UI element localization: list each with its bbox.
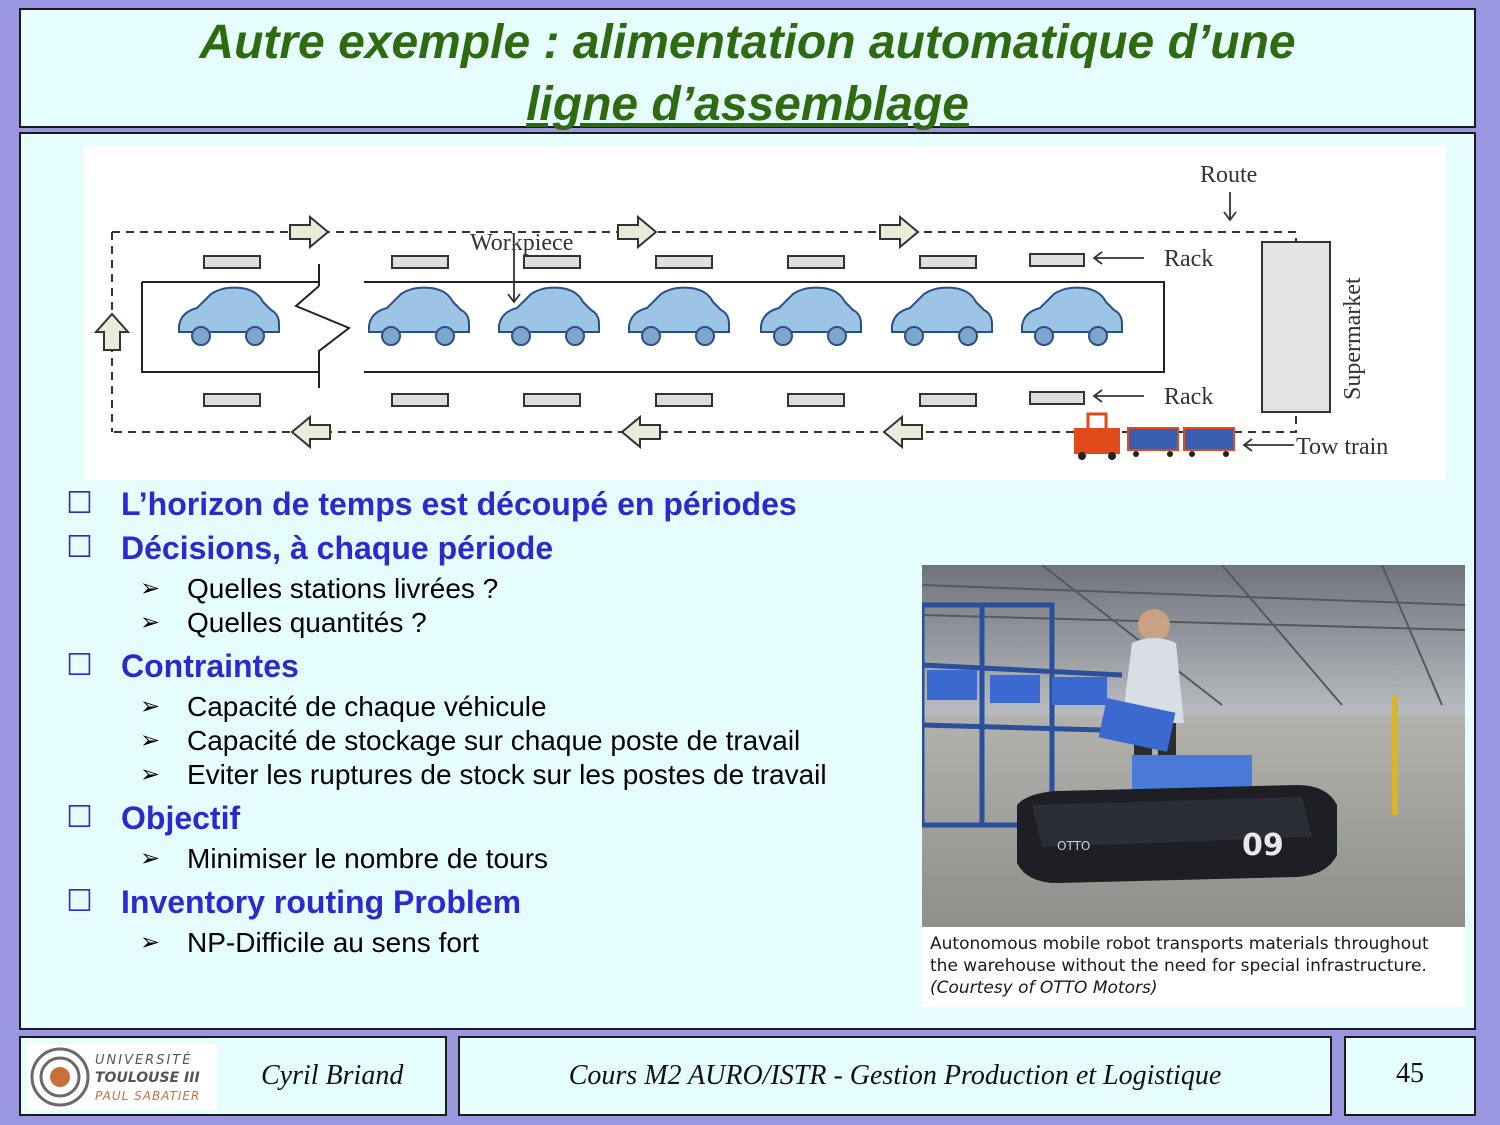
- car: [1022, 288, 1122, 345]
- route-arrow-right-1: [290, 217, 328, 247]
- bullet-text: Décisions, à chaque période: [121, 530, 554, 566]
- logo-line-1: UNIVERSITÉ: [95, 1053, 193, 1068]
- rack-bottom-pointer: [1094, 390, 1144, 402]
- footer-page-box: [1344, 1036, 1476, 1116]
- arrowhead-bullet-icon: ➢: [140, 929, 161, 956]
- title-line-2: ligne d’assemblage: [526, 78, 969, 131]
- rack-slot: [524, 394, 580, 406]
- route-arrow-up: [96, 314, 128, 350]
- checkbox-bullet-icon: ☐: [66, 487, 93, 520]
- bullet-list: [66, 482, 926, 964]
- bullet-item: [66, 796, 926, 840]
- logo-line-2: TOULOUSE III: [95, 1070, 200, 1086]
- caption-line: Autonomous mobile robot transports materials throughout: [930, 934, 1429, 954]
- bullet-item: [66, 880, 926, 924]
- content-panel: [19, 132, 1476, 1030]
- sub-bullet-item: [66, 844, 926, 874]
- car: [629, 288, 729, 345]
- arrowhead-bullet-icon: ➢: [140, 761, 161, 788]
- route-arrow-left-1: [292, 417, 330, 447]
- workpiece-pointer: [508, 250, 520, 302]
- sub-bullet-item: [66, 928, 926, 958]
- rack-slot: [1030, 254, 1084, 266]
- arrowhead-bullet-icon: ➢: [140, 609, 161, 636]
- route-arrow-right-2: [618, 217, 656, 247]
- footer-course-box: [458, 1036, 1332, 1116]
- footer-author-box: [19, 1036, 447, 1116]
- robot-number: 09: [1242, 828, 1284, 863]
- rack-slot: [392, 394, 448, 406]
- route-pointer: [1224, 192, 1236, 220]
- tow-train: [1074, 414, 1234, 460]
- car: [369, 288, 469, 345]
- caption-line: the warehouse without the need for special infrastructure.: [930, 956, 1427, 976]
- footer-author: Cyril Briand: [261, 1060, 404, 1091]
- label-supermarket: Supermarket: [1340, 277, 1366, 400]
- rack-slot: [204, 394, 260, 406]
- footer-course: Cours M2 AURO/ISTR - Gestion Production et Logistique: [568, 1060, 1222, 1091]
- label-rack-bottom: Rack: [1164, 384, 1214, 410]
- title-line-1: Autre exemple : alimentation automatique d’une: [199, 16, 1296, 69]
- sub-bullet-item: [66, 574, 926, 604]
- bullet-text: Contraintes: [121, 648, 299, 684]
- car: [761, 288, 861, 345]
- sub-bullet-text: Capacité de chaque véhicule: [187, 691, 547, 722]
- sub-bullet-text: Quelles quantités ?: [187, 607, 427, 638]
- label-rack-top: Rack: [1164, 246, 1214, 272]
- slide-title: [21, 10, 1474, 136]
- rack-slot: [656, 256, 712, 268]
- route-arrow-left-3: [884, 417, 922, 447]
- sub-bullet-text: Capacité de stockage sur chaque poste de travail: [187, 725, 801, 756]
- photo-caption: [922, 927, 1465, 1007]
- sub-bullet-item: [66, 608, 926, 638]
- bullet-item: [66, 482, 926, 526]
- sub-bullet-item: [66, 760, 926, 790]
- label-workpiece: Workpiece: [470, 230, 574, 256]
- route-arrow-right-3: [880, 217, 918, 247]
- logo-line-3: PAUL SABATIER: [95, 1089, 201, 1103]
- sub-bullet-item: [66, 692, 926, 722]
- rack-slot: [788, 256, 844, 268]
- university-logo: [27, 1044, 217, 1110]
- arrowhead-bullet-icon: ➢: [140, 845, 161, 872]
- checkbox-bullet-icon: ☐: [66, 649, 93, 682]
- arrowhead-bullet-icon: ➢: [140, 693, 161, 720]
- car: [892, 288, 992, 345]
- sub-bullet-text: Minimiser le nombre de tours: [187, 843, 549, 874]
- arrowhead-bullet-icon: ➢: [140, 575, 161, 602]
- rack-slot: [524, 256, 580, 268]
- label-tow-train: Tow train: [1296, 434, 1389, 460]
- rack-slot: [920, 256, 976, 268]
- checkbox-bullet-icon: ☐: [66, 801, 93, 834]
- rack-slot: [1030, 392, 1084, 404]
- arrowhead-bullet-icon: ➢: [140, 727, 161, 754]
- title-panel: [19, 8, 1476, 131]
- assembly-line-diagram: [84, 146, 1446, 480]
- supermarket-box: [1262, 242, 1330, 412]
- rack-slot: [788, 394, 844, 406]
- rack-slot: [656, 394, 712, 406]
- checkbox-bullet-icon: ☐: [66, 885, 93, 918]
- bullet-text: L’horizon de temps est découpé en périodes: [121, 486, 797, 522]
- page-number: 45: [1396, 1058, 1424, 1089]
- caption-credit: (Courtesy of OTTO Motors): [930, 978, 1158, 998]
- robot-brand: OTTO: [1057, 839, 1091, 853]
- sub-bullet-text: Quelles stations livrées ?: [187, 573, 499, 604]
- car: [179, 288, 279, 345]
- tow-train-pointer: [1244, 439, 1294, 451]
- bullet-text: Objectif: [121, 800, 241, 836]
- rack-slot: [920, 394, 976, 406]
- robot-photo: [922, 565, 1465, 927]
- rack-top-pointer: [1094, 252, 1144, 264]
- bullet-item: [66, 526, 926, 570]
- checkbox-bullet-icon: ☐: [66, 531, 93, 564]
- rack-slot: [204, 256, 260, 268]
- rack-slot: [392, 256, 448, 268]
- bullet-item: [66, 644, 926, 688]
- sub-bullet-text: Eviter les ruptures de stock sur les postes de travail: [187, 759, 827, 790]
- sub-bullet-text: NP-Difficile au sens fort: [187, 927, 480, 958]
- route-arrow-left-2: [622, 417, 660, 447]
- sub-bullet-item: [66, 726, 926, 756]
- label-route: Route: [1200, 162, 1258, 188]
- bullet-text: Inventory routing Problem: [121, 884, 522, 920]
